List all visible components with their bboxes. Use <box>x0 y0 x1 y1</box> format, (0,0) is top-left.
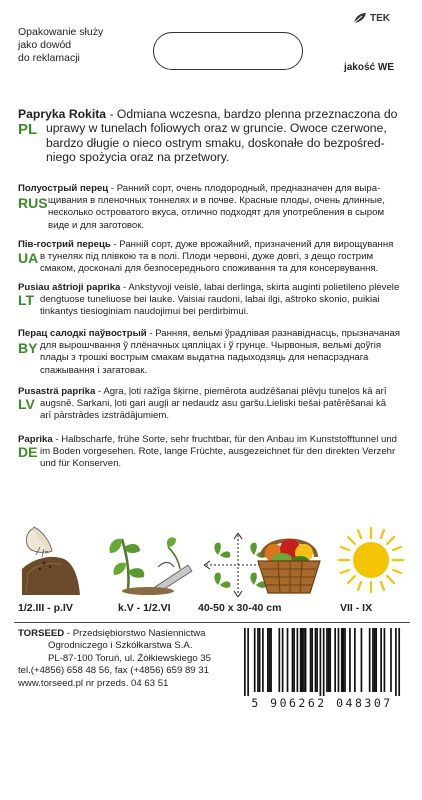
barcode <box>232 626 412 696</box>
desc-line: bardzo długie o nieco ostrym smaku, doskonałe do bezpośred- <box>46 135 385 150</box>
desc-line: dengtuose tuneliuose bei lauke. Vaisiai raudoni, labai ilgi, aštroko skonio, puikiai <box>40 294 380 306</box>
barcode-bar <box>293 628 295 692</box>
company-name-rest: - Przedsiębiorstwo Nasiennictwa <box>64 628 206 639</box>
language-code: PL <box>18 121 38 138</box>
company-line <box>18 628 211 640</box>
hang-slot <box>153 32 303 70</box>
barcode-bar <box>343 628 345 692</box>
sun-icon <box>336 525 406 595</box>
barcode-bar <box>390 628 392 692</box>
desc-title: Pusasträ paprika <box>18 386 96 397</box>
description-rus <box>18 183 410 232</box>
description-lt <box>18 282 410 319</box>
barcode-bar <box>259 628 261 692</box>
company-info <box>18 628 211 690</box>
desc-line: в тунелях під плівкою та в полі. Плоди червоні, дуже довгі, з дещо гострим <box>40 251 374 263</box>
complaint-note-line: do reklamacji <box>18 52 80 64</box>
barcode-bar <box>262 628 264 692</box>
desc-line: виде и для заготовок. <box>48 219 145 231</box>
desc-line <box>18 328 410 340</box>
description-de <box>18 434 410 471</box>
description-pl <box>18 107 410 165</box>
barcode-bar <box>375 628 377 692</box>
desc-text: - Ранняя, вельмі ўрадлівая разнавіднасць, прызначаная <box>146 328 400 339</box>
barcode-bar <box>354 628 356 692</box>
transplant-period: k.V - 1/2.VI <box>118 602 171 614</box>
company-line: PL-87-100 Toruń, ul. Żółkiewskiego 35 <box>48 652 212 664</box>
divider <box>14 622 410 623</box>
barcode-bar <box>270 628 272 692</box>
barcode-bar <box>305 628 307 692</box>
barcode-number: 5 906262 048307 <box>251 696 393 710</box>
desc-line <box>18 386 410 398</box>
desc-title: Перац салодкі паўвострый <box>18 328 147 339</box>
barcode-bar <box>311 628 313 692</box>
language-code: DE <box>18 444 38 460</box>
desc-line <box>18 282 410 294</box>
harvest-period: VII - IX <box>340 602 373 614</box>
barcode-bar <box>282 628 284 692</box>
company-line: tel.(+4856) 658 48 56, fax (+4856) 659 89 31 <box>18 665 209 677</box>
barcode-bar <box>310 628 312 692</box>
barcode-bar <box>329 628 331 692</box>
desc-text: - Agra, ļoti ražīga šķirne, piemērota audzēšanai plēvju tuneļos kā arī <box>95 386 387 397</box>
company-line: www.torseed.pl nr przeds. 04 63 51 <box>18 677 169 689</box>
desc-line: augsnē. Sarkani, ļoti gari augļi ar nedaudz asu garšu.Lieliski tiešai patērēšanai kā <box>40 398 387 410</box>
barcode-bar <box>267 628 269 692</box>
barcode-bar <box>338 628 340 692</box>
desc-text: - Odmiana wczesna, bardzo plenna przeznaczona do <box>106 107 398 121</box>
desc-line: arī pārstrādes izstrādājumiem. <box>40 410 170 422</box>
desc-line <box>18 239 410 251</box>
barcode-bar <box>292 628 294 692</box>
language-code: RUS <box>18 195 48 211</box>
barcode-bar <box>303 628 305 692</box>
barcode-bar <box>361 628 363 692</box>
barcode-bar <box>254 628 256 692</box>
desc-line: смаком, досконалі для безпосереднього споживання та для консервування. <box>40 263 379 275</box>
barcode-bar <box>349 628 351 692</box>
schedule-labels <box>0 602 422 620</box>
barcode-bar <box>323 628 325 696</box>
barcode-bar <box>244 628 246 696</box>
desc-line: uprawy w tunelach foliowych oraz w gruncie. Owoce czerwone, <box>46 121 387 136</box>
harvest-basket-icon <box>252 523 326 597</box>
desc-line: плады з трошкі вострым смакам выдатна падыходзяць для непасрэднага <box>40 352 369 364</box>
barcode-bar <box>287 628 289 692</box>
desc-line: niego spożycia oraz na przetwory. <box>46 150 230 165</box>
barcode-bar <box>326 628 328 692</box>
barcode-bar <box>297 628 299 692</box>
barcode-bar <box>320 628 322 696</box>
sowing-hand-icon <box>20 523 82 597</box>
desc-line: спажывання і загатовак. <box>40 364 148 376</box>
barcode-bar <box>315 628 317 692</box>
desc-line <box>18 107 410 121</box>
language-code: UA <box>18 250 39 266</box>
desc-line: несколько островатого вкуса, отлично подходят для употребления в сыром <box>48 207 385 219</box>
desc-line: для вырошчвання ў плёначных цяпліцах і ў грунце. Чырвоныя, вельмі доўгія <box>40 340 382 352</box>
desc-title: Полуострый перец <box>18 183 109 194</box>
company-line: Ogrodniczego i Szkółkarstwa S.A. <box>48 640 193 652</box>
cultivation-icons <box>14 519 414 599</box>
language-code: LT <box>18 292 35 308</box>
desc-line <box>18 434 410 446</box>
barcode-bar <box>334 628 336 692</box>
leaf-logo-icon <box>353 12 367 24</box>
barcode-bar <box>369 628 371 692</box>
desc-text: - Ранній сорт, дуже врожайний, призначений для вирощування <box>110 239 394 250</box>
seedling-transplant-icon <box>108 527 194 597</box>
desc-line <box>18 183 410 195</box>
desc-line: im Boden vorgesehen. Rote, lange Früchte, ausgezeichnet für den direkten Verzehr <box>40 446 396 458</box>
complaint-note-line: Opakowanie służy <box>18 26 104 38</box>
desc-line: tinkantys tiesioginiam naudojimui bei perdirbimui. <box>40 306 249 318</box>
desc-title: Papryka Rokita <box>18 107 107 121</box>
barcode-bar <box>341 628 343 692</box>
barcode-bar <box>374 628 376 692</box>
barcode-bar <box>395 628 397 696</box>
barcode-bar <box>316 628 318 692</box>
description-by <box>18 328 410 377</box>
plant-spacing: 40-50 x 30-40 cm <box>198 602 282 614</box>
barcode-bar <box>257 628 259 692</box>
barcode-bar <box>301 628 303 692</box>
description-lv <box>18 386 410 423</box>
language-code: BY <box>18 340 38 356</box>
brand-mark <box>353 12 390 24</box>
desc-line: щивания в пленочных тоннелях и в почве. Красные плоды, очень длинные, <box>48 195 385 207</box>
company-name: TORSEED <box>18 628 65 639</box>
barcode-bar <box>328 628 330 692</box>
barcode-bar <box>344 628 346 692</box>
barcode-bar <box>372 628 374 692</box>
barcode-bar <box>247 628 249 696</box>
quality-label: jakość WE <box>343 62 394 73</box>
barcode-bar <box>300 628 302 692</box>
sowing-period: 1/2.III - p.IV <box>18 602 73 614</box>
desc-text: - Ankstyvoji veislė, labai derlinga, skirta auginti polietileno plėvele <box>120 282 400 293</box>
barcode-bar <box>278 628 280 692</box>
description-ua <box>18 239 410 276</box>
desc-text: - Halbscharfe, frühe Sorte, sehr fruchtbar, für den Anbau im Kunststofftunnel und <box>52 434 398 445</box>
barcode-bar <box>384 628 386 692</box>
desc-title: Paprika <box>18 434 53 445</box>
barcode-bar <box>269 628 271 692</box>
desc-line: und für Konserven. <box>40 458 122 470</box>
complaint-note-line: jako dowód <box>18 39 72 51</box>
brand-text: TEK <box>370 12 390 24</box>
language-code: LV <box>18 396 35 412</box>
desc-text: - Ранний сорт, очень плодородный, предназначен для выра- <box>108 183 381 194</box>
desc-title: Pusiau aštrioji paprika <box>18 282 121 293</box>
barcode-bar <box>380 628 382 692</box>
barcode-bar <box>398 628 400 696</box>
desc-title: Пів-гострий перець <box>18 239 111 250</box>
complaint-note <box>18 26 103 65</box>
